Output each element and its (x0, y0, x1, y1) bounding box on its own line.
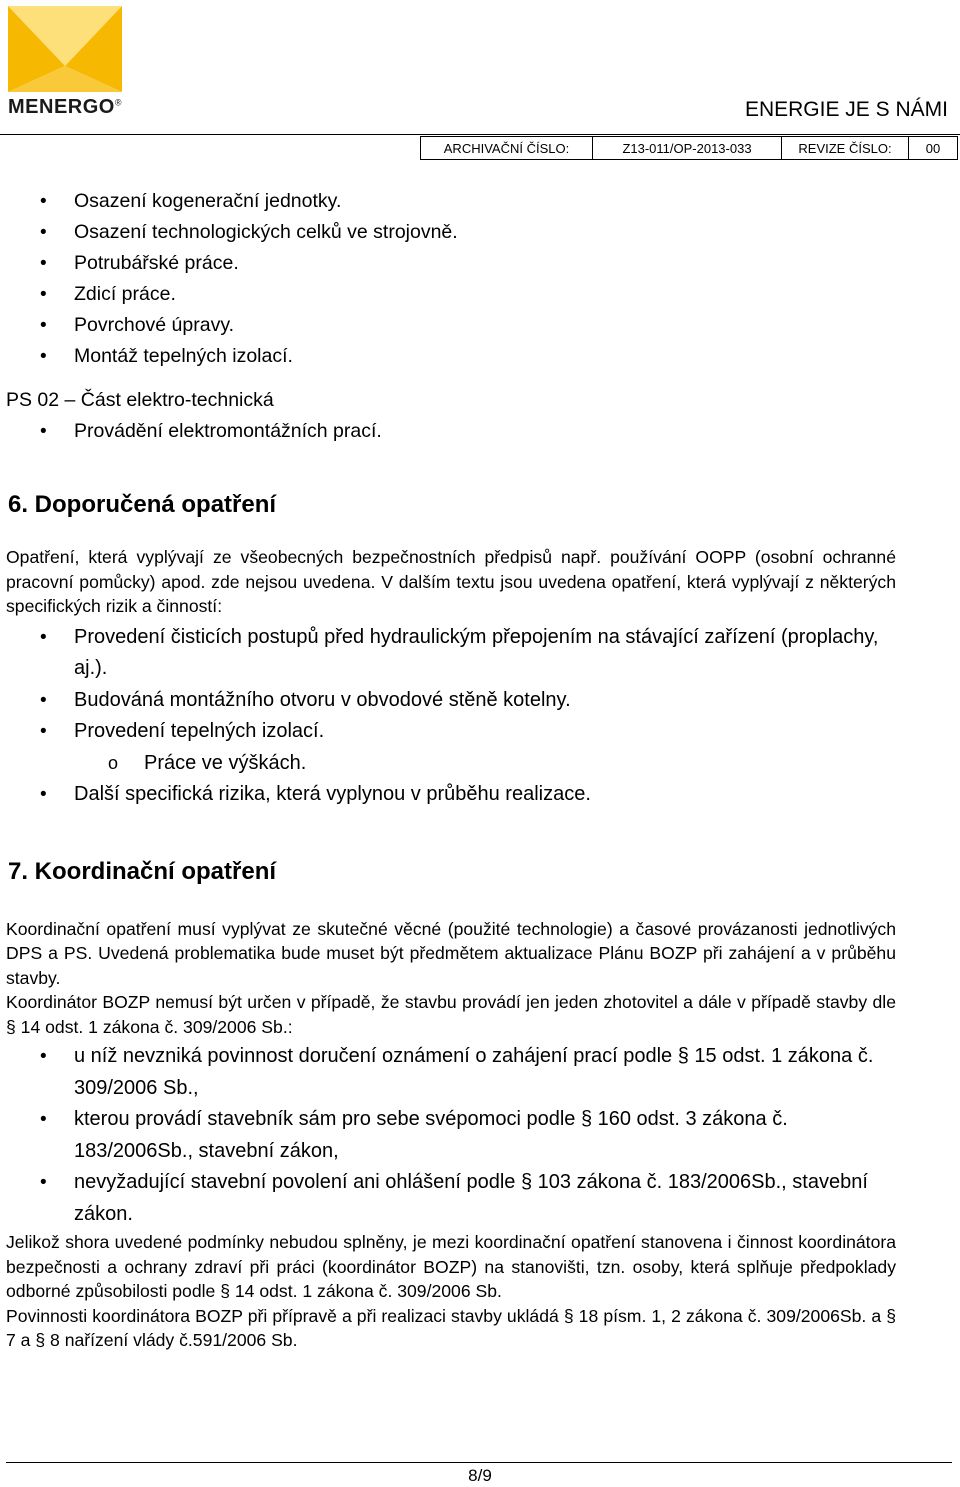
archive-info-bar (420, 136, 958, 160)
list-item: • Montáž tepelných izolací. (6, 341, 896, 372)
section-7-paragraph-2: Koordinátor BOZP nemusí být určen v případě, že stavbu provádí jen jeden zhotovitel a dále v případě stavby dle § 14 odst. 1 zákona č. 309/2006 Sb.: (6, 992, 896, 1037)
section-6-list (6, 622, 896, 811)
archive-label: ARCHIVAČNÍ ČÍSLO: (421, 137, 593, 159)
list-item: • Osazení technologických celků ve strojovně. (6, 217, 896, 248)
list-item: • kterou provádí stavebník sám pro sebe svépomoci podle § 160 odst. 3 zákona č. 183/2006Sb., stavební zákon, (6, 1104, 896, 1167)
list-item: • Provádění elektromontážních prací. (6, 416, 896, 447)
list-item: • Potrubářské práce. (6, 248, 896, 279)
revision-label: REVIZE ČÍSLO: (782, 137, 909, 159)
list-item: • Budováná montážního otvoru v obvodové stěně kotelny. (6, 685, 896, 717)
list-item: • u níž nevzniká povinnost doručení oznámení o zahájení prací podle § 15 odst. 1 zákona č. 309/2006 Sb., (6, 1041, 896, 1104)
document-body (6, 186, 896, 1353)
section-7-title: 7. Koordinační opatření (8, 857, 277, 885)
footer-divider (6, 1462, 952, 1463)
section-7-paragraph-3: Jelikož shora uvedené podmínky nebudou splněny, je mezi koordinační opatření stanovena i činnost koordinátora bezpečnosti a ochrany zdraví při práci (koordinátor BOZP) na stanovišti, tzn. osoby, která splňuje předpoklady odborné způsobilosti podle § 14 odst. 1 zákona č. 309/2006 Sb. (6, 1232, 896, 1301)
sub-list-item: o Práce ve výškách. (6, 748, 896, 780)
section-6-title: 6. Doporučená opatření (8, 491, 277, 518)
list-item: • Provedení čisticích postupů před hydraulickým přepojením na stávající zařízení (proplachy, aj.). (6, 622, 896, 685)
revision-number: 00 (925, 140, 941, 156)
list-item: • Povrchové úpravy. (6, 310, 896, 341)
section-7-paragraph-1: Koordinační opatření musí vyplývat ze skutečné věcné (použité technologie) a časové provázanosti jednotlivých DPS a PS. Uvedená problematika bude muset být předmětem aktualizace Plánu BOZP při zahájení a v průběhu stavby. (6, 918, 896, 988)
header-divider (0, 134, 960, 135)
section-6-paragraph: Opatření, která vyplývají ze všeobecných bezpečnostních předpisů např. používání OOPP (osobní ochranné pracovní pomůcky) apod. zde nejsou uvedena. V dalším textu jsou uvedena opatření, která vyplývají z některých specifických rizik a činností: (6, 547, 896, 616)
archive-number: Z13-011/OP-2013-033 (593, 137, 782, 159)
list-item: • Zdicí práce. (6, 279, 896, 310)
ps02-list (6, 416, 896, 447)
ps02-heading: PS 02 – Část elektro-technická (6, 389, 274, 411)
works-list (6, 186, 896, 372)
list-item: • Další specifická rizika, která vyplynou v průběhu realizace. (6, 779, 896, 811)
list-item: • Osazení kogenerační jednotky. (6, 186, 896, 217)
page-number: 8/9 (468, 1466, 492, 1485)
section-7-list (6, 1041, 896, 1230)
section-7-paragraph-4: Povinnosti koordinátora BOZP při přípravě a při realizaci stavby ukládá § 18 písm. 1, 2 zákona č. 309/2006Sb. a § 7 a § 8 nařízení vlády č.591/2006 Sb. (6, 1305, 896, 1350)
list-item: • Provedení tepelných izolací. (6, 716, 896, 748)
logo-wordmark: MENERGO® (8, 96, 122, 118)
header-slogan: ENERGIE JE S NÁMI (744, 98, 948, 121)
list-item: • nevyžadující stavební povolení ani ohlášení podle § 103 zákona č. 183/2006Sb., stavební zákon. (6, 1167, 896, 1230)
